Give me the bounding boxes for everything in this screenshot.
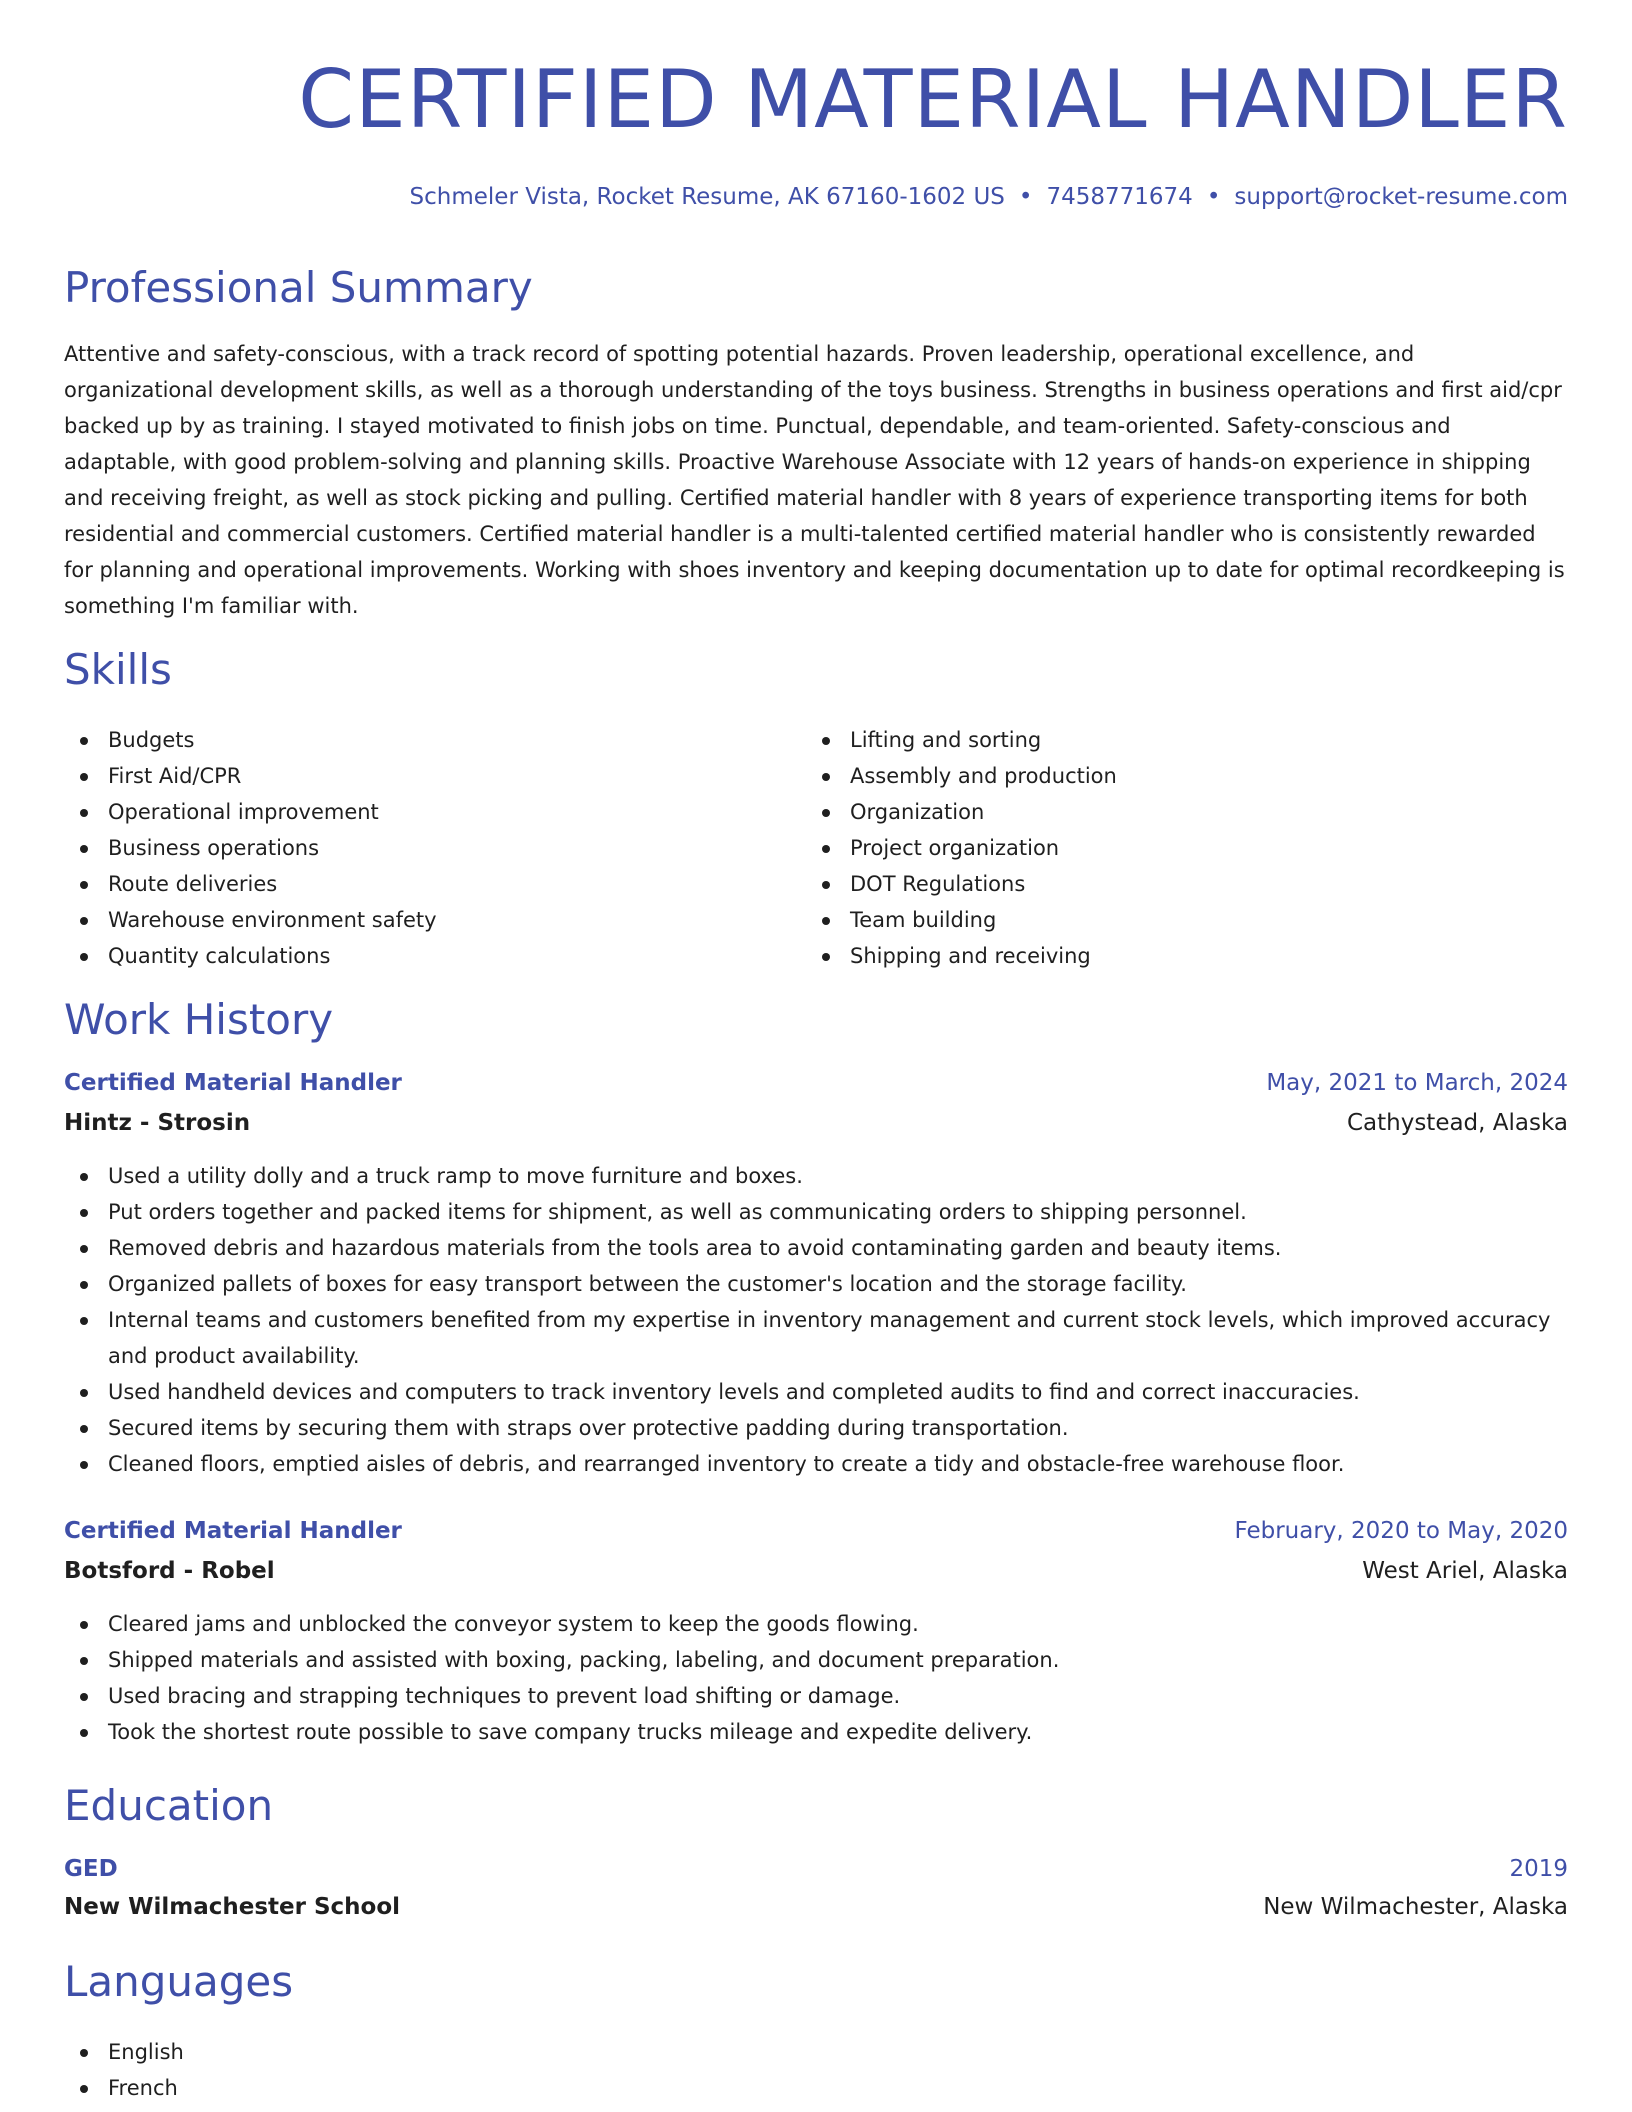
job-duty-item: Used a utility dolly and a truck ramp to move furniture and boxes. bbox=[64, 1158, 1568, 1194]
skill-item: First Aid/CPR bbox=[64, 758, 784, 794]
skill-item: DOT Regulations bbox=[806, 866, 1526, 902]
skills-column-right bbox=[806, 722, 1526, 974]
job-duties-list bbox=[64, 1158, 1568, 1482]
skill-item: Lifting and sorting bbox=[806, 722, 1526, 758]
contact-separator: • bbox=[1018, 184, 1033, 210]
job-duty-item: Cleared jams and unblocked the conveyor system to keep the goods flowing. bbox=[64, 1606, 1568, 1642]
job-duty-item: Internal teams and customers benefited from my expertise in inventory management and current stock levels, which improved accuracy and product availability. bbox=[64, 1302, 1568, 1374]
skill-item: Project organization bbox=[806, 830, 1526, 866]
job-duties-list bbox=[64, 1606, 1568, 1750]
skills-column-left bbox=[64, 722, 784, 974]
job-duty-item: Removed debris and hazardous materials from the tools area to avoid contaminating garden and beauty items. bbox=[64, 1230, 1568, 1266]
skill-item: Organization bbox=[806, 794, 1526, 830]
education-degree: GED bbox=[64, 1856, 118, 1882]
skill-item: Business operations bbox=[64, 830, 784, 866]
job-duty-item: Cleaned floors, emptied aisles of debris, and rearranged inventory to create a tidy and obstacle-free warehouse floor. bbox=[64, 1446, 1568, 1482]
job-title: Certified Material Handler bbox=[64, 1518, 402, 1544]
skill-item: Assembly and production bbox=[806, 758, 1526, 794]
job-duty-item: Shipped materials and assisted with boxing, packing, labeling, and document preparation. bbox=[64, 1642, 1568, 1678]
education-heading: Education bbox=[64, 1781, 274, 1830]
contact-line bbox=[410, 182, 1568, 212]
language-item: English bbox=[64, 2034, 1568, 2070]
job-location: Cathystead, Alaska bbox=[1346, 1110, 1568, 1136]
job-company: Botsford - Robel bbox=[64, 1558, 275, 1584]
job-duty-item: Put orders together and packed items for shipment, as well as communicating orders to shipping personnel. bbox=[64, 1194, 1568, 1230]
languages-heading: Languages bbox=[64, 1957, 294, 2006]
languages-list bbox=[64, 2034, 1568, 2106]
job-duty-item: Organized pallets of boxes for easy transport between the customer's location and the storage facility. bbox=[64, 1266, 1568, 1302]
education-location: New Wilmachester, Alaska bbox=[1263, 1894, 1568, 1920]
education-year: 2019 bbox=[1509, 1856, 1568, 1882]
resume-name-heading: CERTIFIED MATERIAL HANDLER bbox=[298, 53, 1568, 146]
skill-item: Team building bbox=[806, 902, 1526, 938]
skill-item: Budgets bbox=[64, 722, 784, 758]
job-duty-item: Used handheld devices and computers to track inventory levels and completed audits to find and correct inaccuracies. bbox=[64, 1374, 1568, 1410]
job-duty-item: Secured items by securing them with straps over protective padding during transportation. bbox=[64, 1410, 1568, 1446]
work-history-heading: Work History bbox=[64, 995, 334, 1044]
summary-text: Attentive and safety-conscious, with a track record of spotting potential hazards. Proven leadership, operational excellence, and organizational development skills, as well as a thorough understanding of the toys business. Strengths in business operations and first aid/cpr backed up by as training. I stayed motivated to finish jobs on time. Punctual, dependable, and team-oriented. Safety-conscious and adaptable, with good problem-solving and planning skills. Proactive Warehouse Associate with 12 years of hands-on experience in shipping and receiving freight, as well as stock picking and pulling. Certified material handler with 8 years of experience transporting items for both residential and commercial customers. Certified material handler is a multi-talented certified material handler who is consistently rewarded for planning and operational improvements. Working with shoes inventory and keeping documentation up to date for optimal recordkeeping is something I'm familiar with. bbox=[64, 342, 1565, 618]
job-title: Certified Material Handler bbox=[64, 1070, 402, 1096]
contact-address: Schmeler Vista, Rocket Resume, AK 67160-1602 US bbox=[409, 184, 1005, 210]
job-location: West Ariel, Alaska bbox=[1362, 1558, 1568, 1584]
job-dates: February, 2020 to May, 2020 bbox=[1234, 1518, 1568, 1544]
skill-item: Shipping and receiving bbox=[806, 938, 1526, 974]
skill-item: Warehouse environment safety bbox=[64, 902, 784, 938]
resume-page bbox=[64, 0, 1568, 2112]
skill-item: Route deliveries bbox=[64, 866, 784, 902]
skill-item: Operational improvement bbox=[64, 794, 784, 830]
job-duty-item: Used bracing and strapping techniques to prevent load shifting or damage. bbox=[64, 1678, 1568, 1714]
contact-separator: • bbox=[1206, 184, 1221, 210]
job-company: Hintz - Strosin bbox=[64, 1110, 251, 1136]
education-school: New Wilmachester School bbox=[64, 1894, 401, 1920]
language-item: French bbox=[64, 2070, 1568, 2106]
skill-item: Quantity calculations bbox=[64, 938, 784, 974]
summary-heading: Professional Summary bbox=[64, 263, 533, 312]
job-dates: May, 2021 to March, 2024 bbox=[1266, 1070, 1568, 1096]
skills-heading: Skills bbox=[64, 645, 172, 694]
job-duty-item: Took the shortest route possible to save company trucks mileage and expedite delivery. bbox=[64, 1714, 1568, 1750]
contact-phone: 7458771674 bbox=[1046, 184, 1193, 210]
contact-email[interactable]: support@rocket-resume.com bbox=[1234, 184, 1568, 210]
